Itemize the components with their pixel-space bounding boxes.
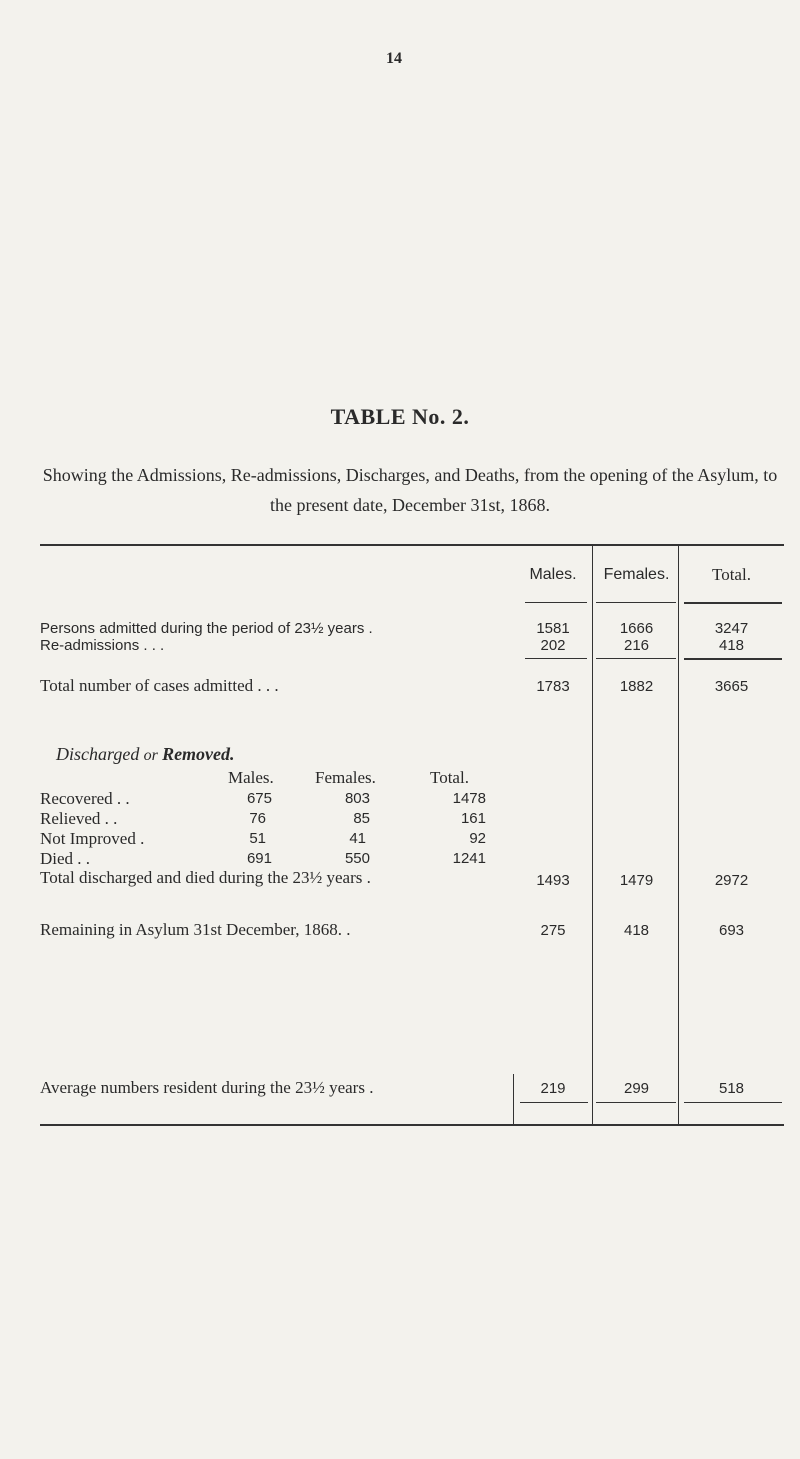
row-total-admitted-total: 3665 [714,678,749,695]
row-average-females: 299 [623,1080,650,1097]
row-total-admitted-females: 1882 [619,678,654,695]
sub-header-females: Females. [315,768,376,787]
row-readmissions-label: Re-admissions . . . [40,637,165,654]
header-females: Females. [603,566,670,583]
header-rule-males [525,602,587,603]
remaining-rule-males [520,1102,588,1103]
row-remaining-females: 418 [623,922,650,939]
row-average-label: Average numbers resident during the 23½ years . [40,1078,374,1097]
header-rule-females [596,602,676,603]
row-total-discharged-females: 1479 [619,872,654,889]
row-admitted-males: 1581 [536,620,570,637]
sub-row-relieved-males: 76 [249,810,266,827]
column-divider-2 [678,546,679,1124]
table-subtitle: Showing the Admissions, Re-admissions, Discharges, and Deaths, from the opening of the Asylum, to the present date, December 31st, 1868. [42,465,778,515]
row-admitted-females: 1666 [619,620,654,637]
sub-row-not-improved-total: 92 [469,830,486,847]
row-admitted-label: Persons admitted during the period of 23½ years . [40,620,373,637]
sub-header-males: Males. [228,768,274,787]
sub-row-recovered-total: 1478 [452,790,486,807]
row-total-discharged-males: 1493 [536,872,570,889]
row-remaining-males: 275 [540,922,566,939]
header-total: Total. [712,565,751,584]
sub-row-not-improved-females: 41 [349,830,366,847]
bottom-rule [40,1124,784,1126]
sub-header-total: Total. [430,768,469,787]
subtotal-rule-total [684,658,782,660]
sub-row-relieved-label: Relieved . . [40,809,118,828]
sub-row-died-females: 550 [344,850,370,867]
row-readmissions-females: 216 [623,637,650,654]
row-admitted-total: 3247 [714,620,749,637]
sub-row-died-label: Died . . [40,849,91,868]
sub-row-not-improved-label: Not Improved . [40,829,145,848]
subtotal-rule-males [525,658,587,659]
row-average-males: 219 [540,1080,566,1097]
row-remaining-label: Remaining in Asylum 31st December, 1868. . [40,920,351,939]
removed-heading-word: Removed. [162,744,235,764]
sub-row-died-total: 1241 [452,850,486,867]
discharged-heading-word: Discharged [56,744,140,764]
row-readmissions-males: 202 [540,637,566,654]
header-rule-total [684,602,782,604]
sub-row-recovered-females: 803 [344,790,370,807]
row-remaining-total: 693 [718,922,745,939]
sub-row-recovered-males: 675 [246,790,272,807]
sub-row-recovered-label: Recovered . . [40,789,130,808]
table-title: TABLE No. 2. [330,404,470,429]
sub-row-not-improved-males: 51 [249,830,266,847]
sub-row-relieved-total: 161 [460,810,486,827]
discharged-heading-or: or [143,747,158,764]
row-average-total: 518 [718,1080,745,1097]
row-total-admitted-males: 1783 [536,678,570,695]
header-males: Males. [529,566,577,583]
discharged-heading [56,744,235,765]
row-total-discharged-total: 2972 [714,872,749,889]
page-number: 14 [386,50,402,67]
remaining-rule-total [684,1102,782,1103]
subtotal-rule-females [596,658,676,659]
top-rule [40,544,784,546]
row-readmissions-total: 418 [718,637,745,654]
row-total-discharged-label: Total discharged and died during the 23½ years . [40,868,371,887]
sub-row-relieved-females: 85 [353,810,370,827]
remaining-rule-females [596,1102,676,1103]
row-total-admitted-label: Total number of cases admitted . . . [40,676,279,695]
sub-row-died-males: 691 [246,850,272,867]
